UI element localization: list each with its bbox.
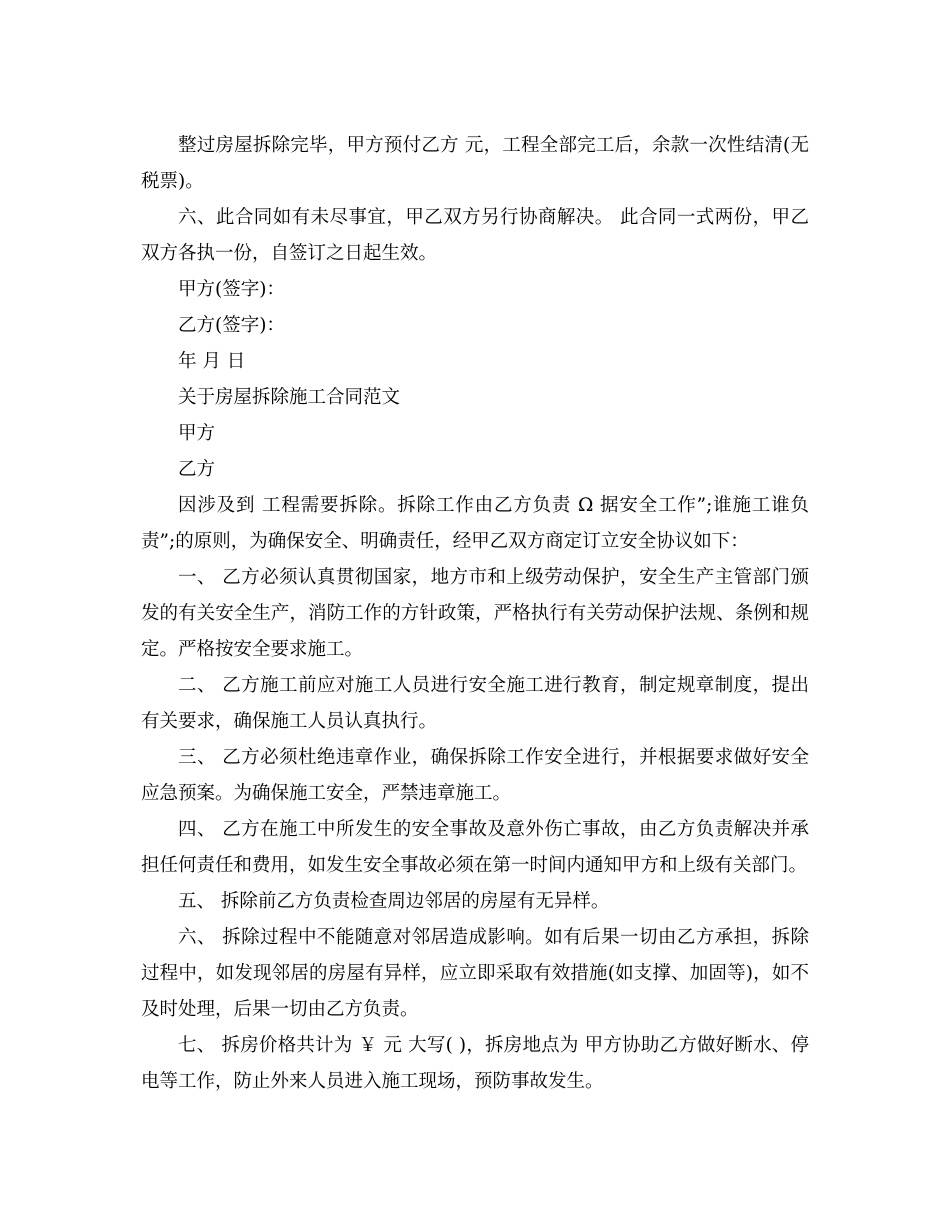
paragraph-introduction: 因涉及到 工程需要拆除。拆除工作由乙方负责 Ω 据安全工作”;谁施工谁负责”;的原则，为确保安全、明确责任，经甲乙双方商定订立安全协议如下： bbox=[141, 495, 809, 552]
clause-one: 一、 乙方必须认真贯彻国家，地方市和上级劳动保护，安全生产主管部门颁发的有关安全生产，消防工作的方针政策，严格执行有关劳动保护法规、条例和规定。严格按安全要求施工。 bbox=[141, 567, 809, 660]
clause-seven: 七、 拆房价格共计为 ￥ 元 大写( )，拆房地点为 甲方协助乙方做好断水、停电等工作，防止外来人员进入施工现场，预防事故发生。 bbox=[141, 1035, 809, 1092]
clause-five: 五、 拆除前乙方负责检查周边邻居的房屋有无异样。 bbox=[178, 891, 610, 912]
signature-party-a: 甲方(签字)： bbox=[178, 279, 285, 300]
clause-six: 六、 拆除过程中不能随意对邻居造成影响。如有后果一切由乙方承担，拆除过程中，如发现邻居的房屋有异样，应立即采取有效措施(如支撑、加固等)，如不及时处理，后果一切由乙方负责。 bbox=[141, 927, 809, 1020]
clause-four: 四、 乙方在施工中所发生的安全事故及意外伤亡事故，由乙方负责解决并承担任何责任和费用，如发生安全事故必须在第一时间内通知甲方和上级有关部门。 bbox=[141, 819, 809, 876]
signature-party-b: 乙方(签字)： bbox=[178, 315, 285, 336]
document-body bbox=[141, 128, 809, 1100]
paragraph-clause-six-unresolved: 六、此合同如有未尽事宜，甲乙双方另行协商解决。 此合同一式两份，甲乙双方各执一份，自签订之日起生效。 bbox=[141, 207, 809, 264]
signature-date: 年 月 日 bbox=[178, 351, 246, 372]
document-title: 关于房屋拆除施工合同范文 bbox=[178, 387, 401, 408]
clause-three: 三、 乙方必须杜绝违章作业，确保拆除工作安全进行，并根据要求做好安全应急预案。为确保施工安全，严禁违章施工。 bbox=[141, 747, 809, 804]
party-b-label: 乙方 bbox=[178, 459, 216, 480]
party-a-label: 甲方 bbox=[178, 423, 216, 444]
paragraph-prepayment: 整过房屋拆除完毕，甲方预付乙方 元，工程全部完工后，余款一次性结清(无税票)。 bbox=[141, 135, 809, 192]
clause-two: 二、 乙方施工前应对施工人员进行安全施工进行教育，制定规章制度，提出有关要求，确保施工人员认真执行。 bbox=[141, 675, 809, 732]
